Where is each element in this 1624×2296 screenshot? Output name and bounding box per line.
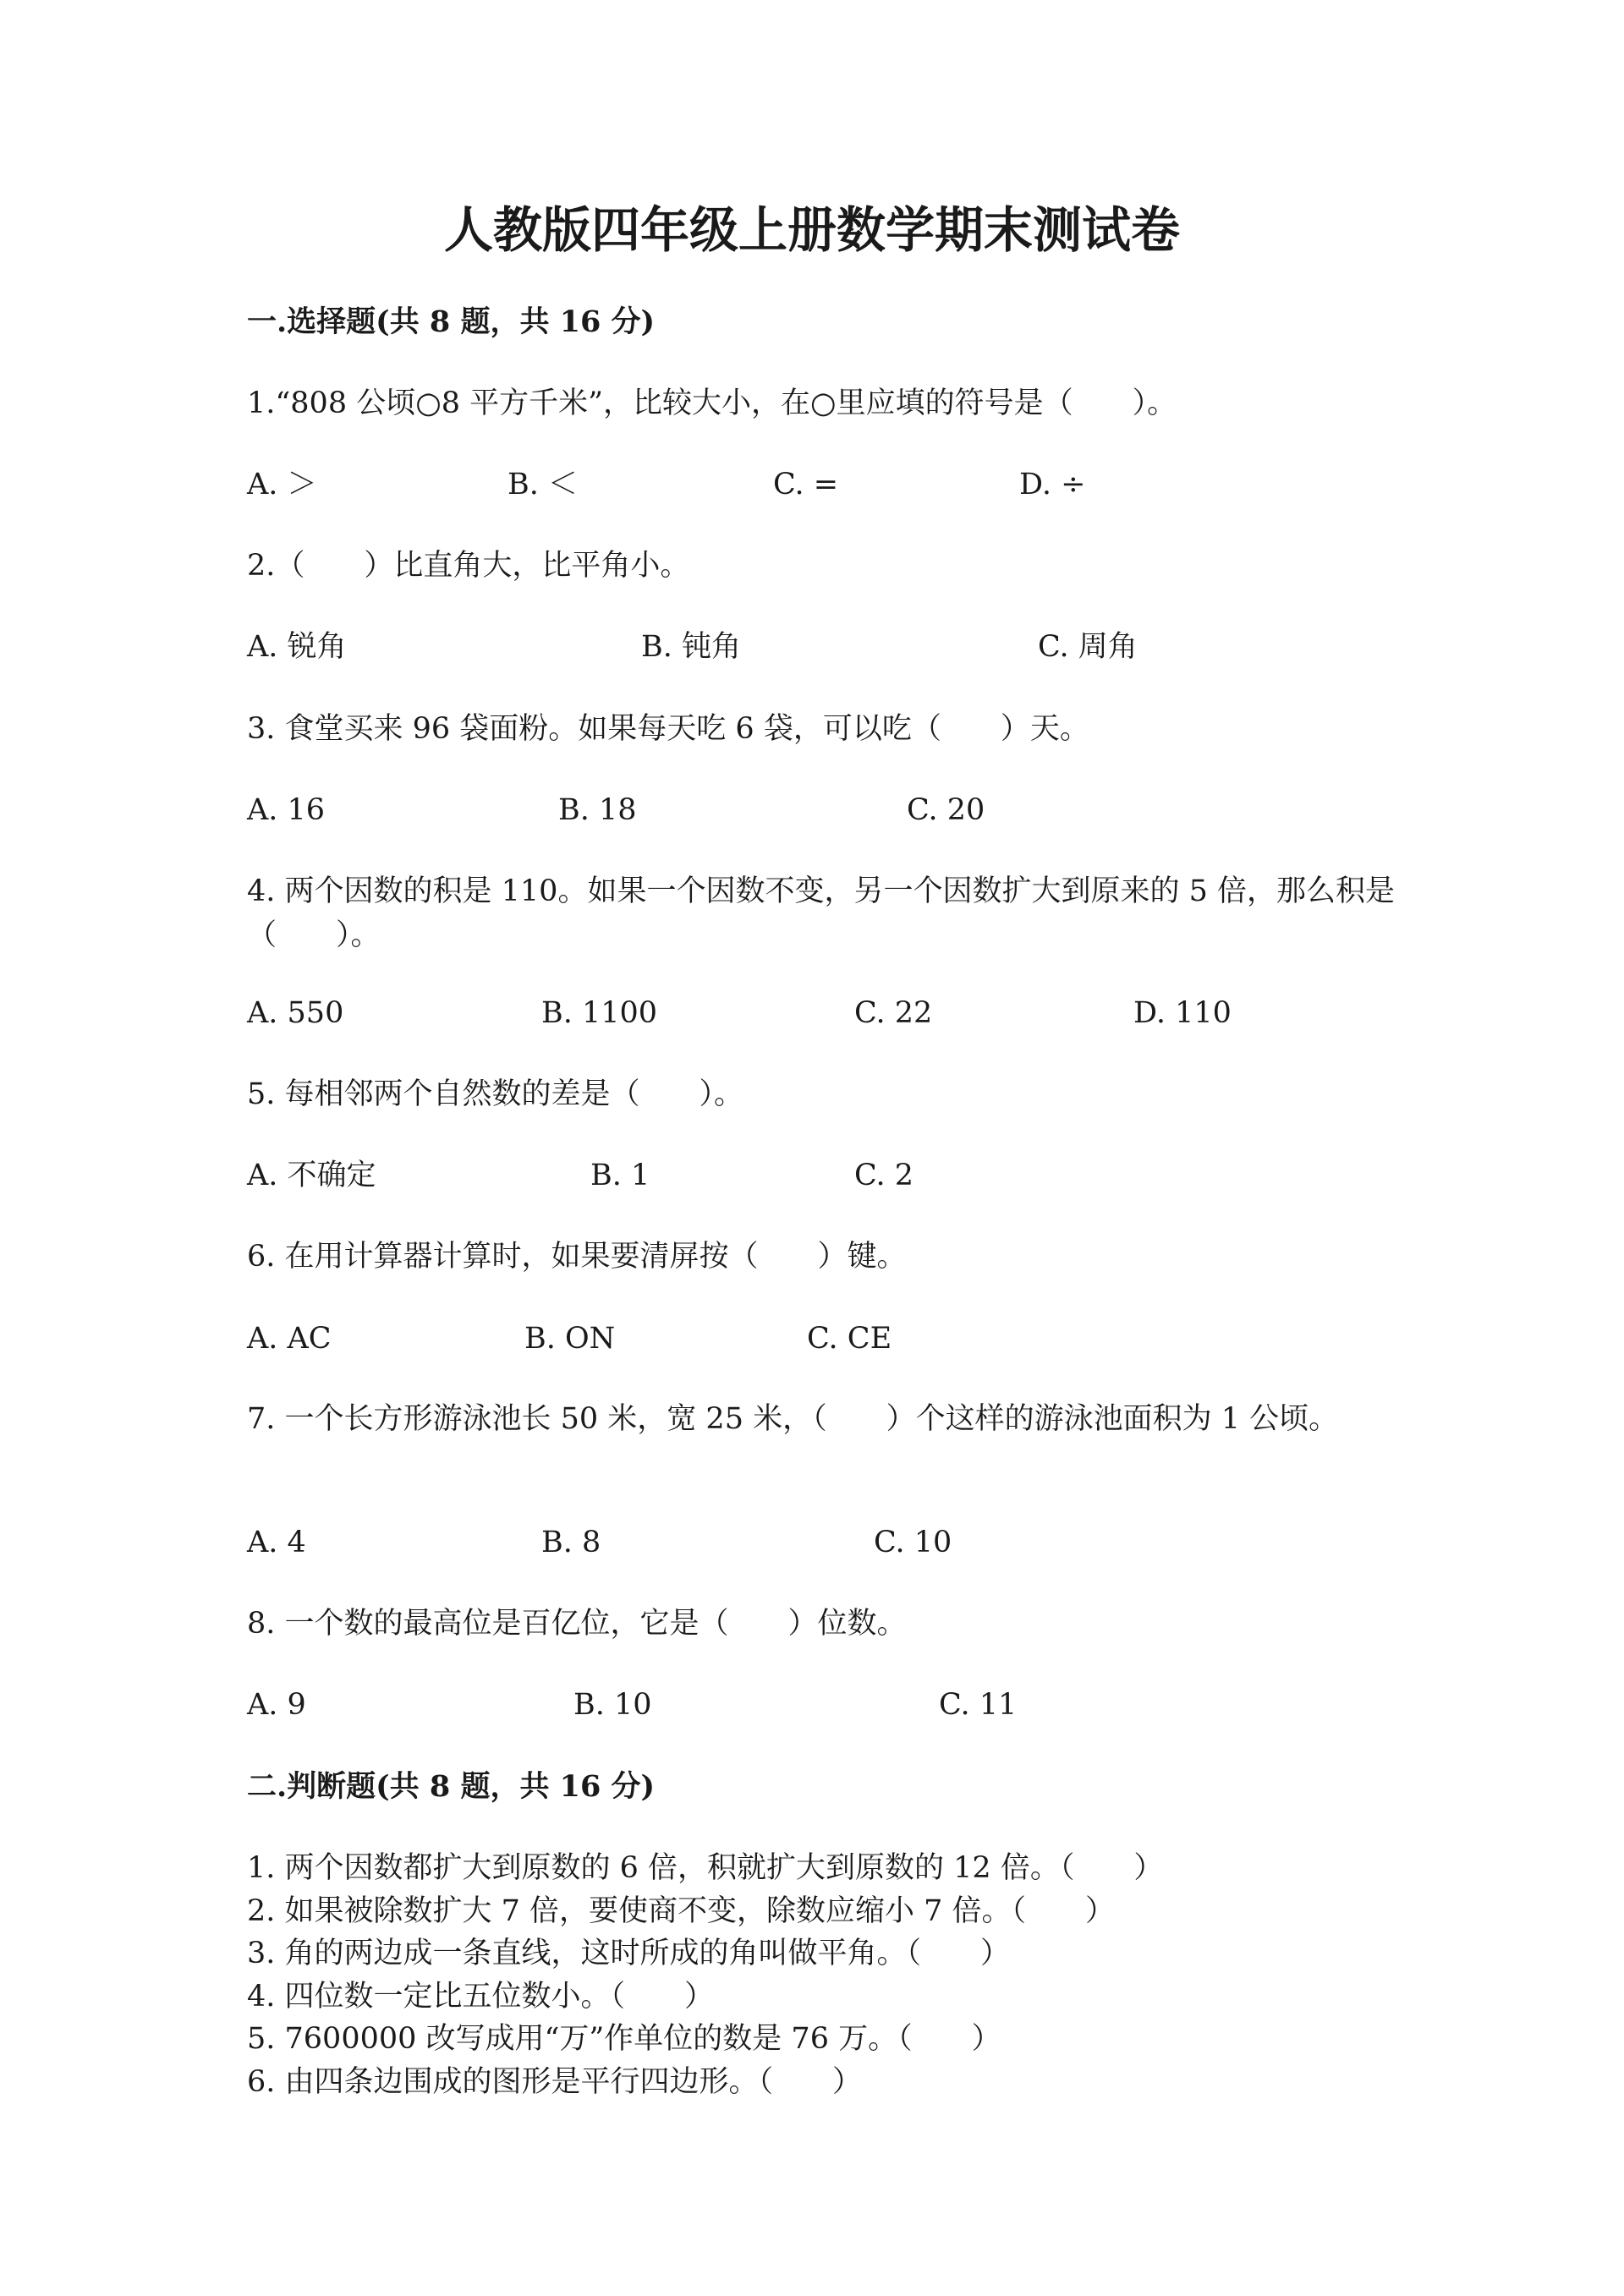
question-3-options (0, 788, 1624, 832)
option-b: B. 10 (573, 1688, 652, 1722)
list-item: 5. 7600000 改写成用“万”作单位的数是 76 万。（ ） (247, 2022, 1001, 2056)
option-b: B. 18 (558, 793, 637, 827)
option-a: A. 16 (247, 793, 326, 827)
question-1: 1.“808 公顷○8 平方千米”，比较大小，在○里应填的符号是（ ）。 (247, 386, 1177, 420)
list-item: 4. 四位数一定比五位数小。（ ） (247, 1979, 715, 2014)
option-a: A. 不确定 (247, 1159, 376, 1192)
option-d: D. 110 (1133, 996, 1232, 1030)
question-5-options (0, 1153, 1624, 1197)
option-b: B. 钝角 (641, 630, 741, 664)
option-c: C. 20 (907, 793, 985, 827)
question-8-options (0, 1683, 1624, 1727)
option-a: A. 9 (247, 1688, 306, 1722)
option-c: C. = (773, 468, 839, 501)
list-item: 1. 两个因数都扩大到原数的 6 倍，积就扩大到原数的 12 倍。（ ） (247, 1851, 1164, 1885)
page-title: 人教版四年级上册数学期末测试卷 (443, 201, 1180, 259)
judgement-list (247, 1847, 1431, 2103)
option-a: A. 锐角 (247, 630, 347, 664)
section-heading-judgement: 二.判断题(共 8 题，共 16 分) (247, 1769, 656, 1804)
question-2-options (0, 625, 1624, 669)
list-item: 6. 由四条边围成的图形是平行四边形。（ ） (247, 2064, 863, 2099)
option-b: B. 8 (541, 1526, 601, 1559)
question-6: 6. 在用计算器计算时，如果要清屏按（ ）键。 (247, 1240, 907, 1274)
question-2: 2.（ ）比直角大，比平角小。 (247, 549, 690, 583)
list-item: 2. 如果被除数扩大 7 倍，要使商不变，除数应缩小 7 倍。（ ） (247, 1893, 1116, 1928)
option-b: B. ＜ (508, 468, 578, 501)
option-d: D. ÷ (1019, 468, 1086, 501)
question-7: 7. 一个长方形游泳池长 50 米，宽 25 米，（ ）个这样的游泳池面积为 1 公顷。 (247, 1402, 1339, 1436)
option-b: B. ON (524, 1322, 616, 1356)
option-b: B. 1 (590, 1159, 650, 1192)
question-5: 5. 每相邻两个自然数的差是（ ）。 (247, 1077, 744, 1111)
option-c: C. 2 (854, 1159, 914, 1192)
option-a: A. 550 (247, 996, 344, 1030)
option-c: C. 11 (939, 1688, 1018, 1722)
option-c: C. CE (807, 1322, 892, 1356)
question-7-options (0, 1521, 1624, 1564)
option-c: C. 周角 (1038, 630, 1138, 664)
option-c: C. 10 (874, 1526, 952, 1559)
question-6-options (0, 1317, 1624, 1361)
question-1-options (0, 463, 1624, 507)
question-4: 4. 两个因数的积是 110。如果一个因数不变，另一个因数扩大到原来的 5 倍，那么积是（ ）。 (247, 874, 1395, 952)
list-item: 3. 角的两边成一条直线，这时所成的角叫做平角。（ ） (247, 1937, 1011, 1970)
question-3: 3. 食堂买来 96 袋面粉。如果每天吃 6 袋，可以吃（ ）天。 (247, 712, 1089, 746)
option-b: B. 1100 (541, 996, 658, 1030)
option-a: A. AC (247, 1322, 332, 1356)
question-8: 8. 一个数的最高位是百亿位，它是（ ）位数。 (247, 1607, 907, 1641)
section-heading-choice: 一.选择题(共 8 题，共 16 分) (247, 304, 656, 339)
option-c: C. 22 (854, 996, 933, 1030)
option-a: A. ＞ (247, 468, 317, 501)
question-4-options (0, 991, 1624, 1035)
option-a: A. 4 (247, 1526, 306, 1559)
